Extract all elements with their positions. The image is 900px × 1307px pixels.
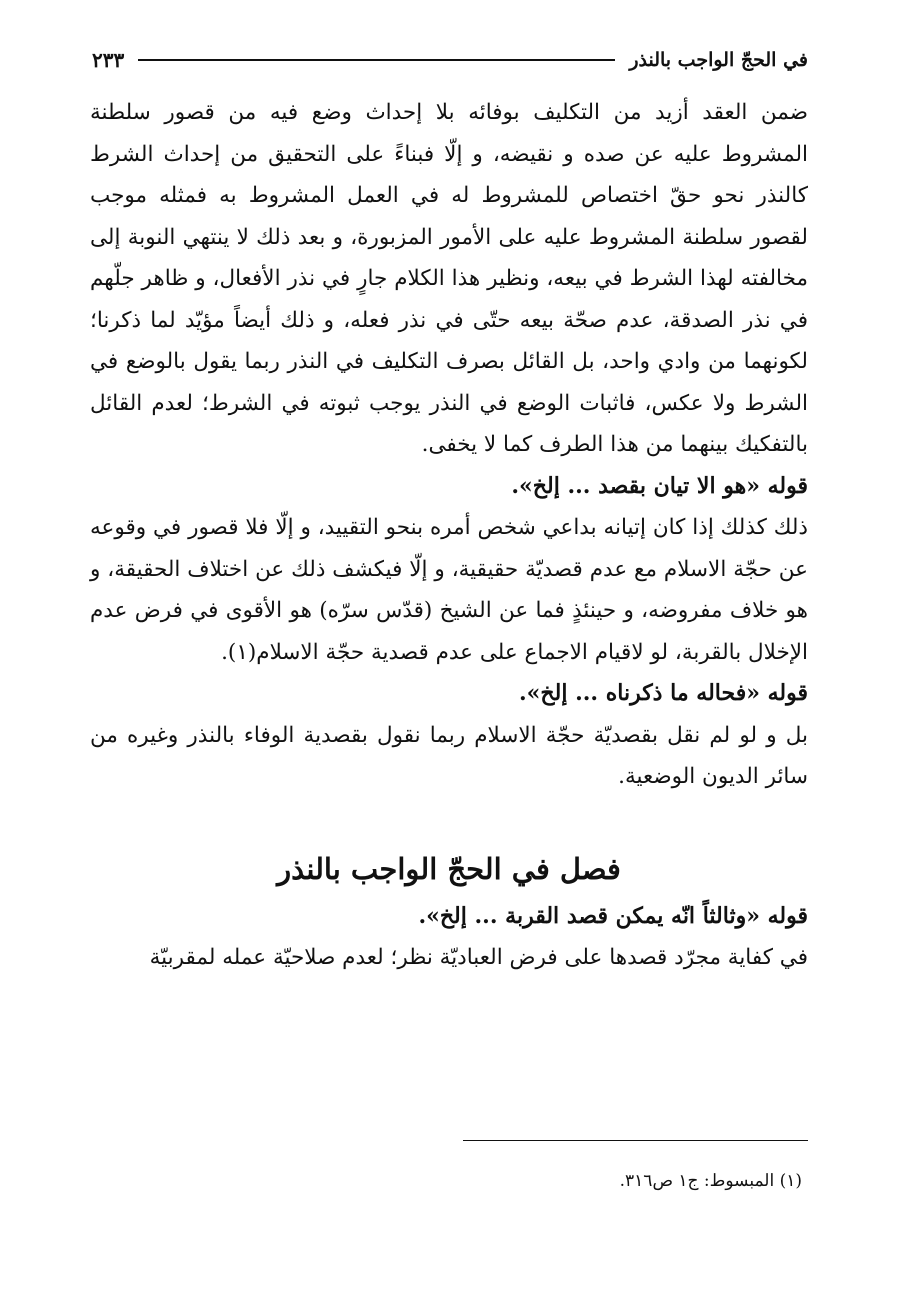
- body-text: [90, 92, 808, 979]
- page-number: ٢٣٣: [92, 48, 125, 72]
- footnote: (١) المبسوط: ج١ ص٣١٦.: [619, 1171, 802, 1191]
- paragraph-4: في كفاية مجرّد قصدها على فرض العباديّة نظر؛ لعدم صلاحيّة عمله لمقربيّة: [149, 945, 808, 970]
- footnote-rule: [463, 1140, 808, 1141]
- running-header-title: في الحجّ الواجب بالنذر: [629, 49, 808, 71]
- running-header: [92, 40, 808, 80]
- paragraph-2: ذلك كذلك إذا كان إتيانه بداعي شخص أمره بنحو التقييد، و إلّا فلا قصور في وقوعه عن حجّة الاسلام مع عدم قصديّة حقيقية، و إلّا فيكشف ذلك عن اختلاف الحقيقة، و هو خلاف مفروضه، و حينئذٍ فما عن الشيخ (قدّس سرّه) هو الأقوى في فرض عدم الإخلال بالقربة، لو لاقيام الاجماع على عدم قصدية حجّة الاسلام(١).: [90, 515, 808, 665]
- chapter-title: فصل في الحجّ الواجب بالنذر: [277, 851, 621, 886]
- header-rule: [138, 59, 615, 61]
- quote-heading-2: قوله «فحاله ما ذكرناه ... إلخ».: [519, 680, 808, 706]
- paragraph-1: ضمن العقد أزيد من التكليف بوفائه بلا إحداث وضع فيه من قصور سلطنة المشروط عليه عن صده و نقيضه، و إلّا فبناءً على التحقيق من إحداث الشرط كالنذر نحو حقّ اختصاص للمشروط له في العمل المشروط به فمثله موجب لقصور سلطنة المشروط عليه على الأمور المزبورة، و بعد ذلك لا ينتهي النوبة إلى مخالفته لهذا الشرط في بيعه، ونظير هذا الكلام جارٍ في نذر الأفعال، و ظاهر جلّهم في نذر الصدقة، عدم صحّة بيعه حتّى في نذر فعله، و ذلك أيضاً مؤيّد لما ذكرنا؛ لكونهما من وادي واحد، بل القائل بصرف التكليف في النذر ربما يقول بالوضع في الشرط ولا عكس، فاثبات الوضع في النذر يوجب ثبوته في الشرط؛ لعدم القائل بالتفكيك بينهما من هذا الطرف كما لا يخفى.: [90, 100, 808, 457]
- quote-heading-3: قوله «وثالثاً انّه يمكن قصد القربة ... إلخ».: [418, 902, 808, 929]
- paragraph-3: بل و لو لم نقل بقصديّة حجّة الاسلام ربما نقول بقصدية الوفاء بالنذر وغيره من سائر الديون الوضعية.: [90, 722, 808, 789]
- quote-heading-1: قوله «هو الا تيان بقصد ... إلخ».: [511, 472, 808, 499]
